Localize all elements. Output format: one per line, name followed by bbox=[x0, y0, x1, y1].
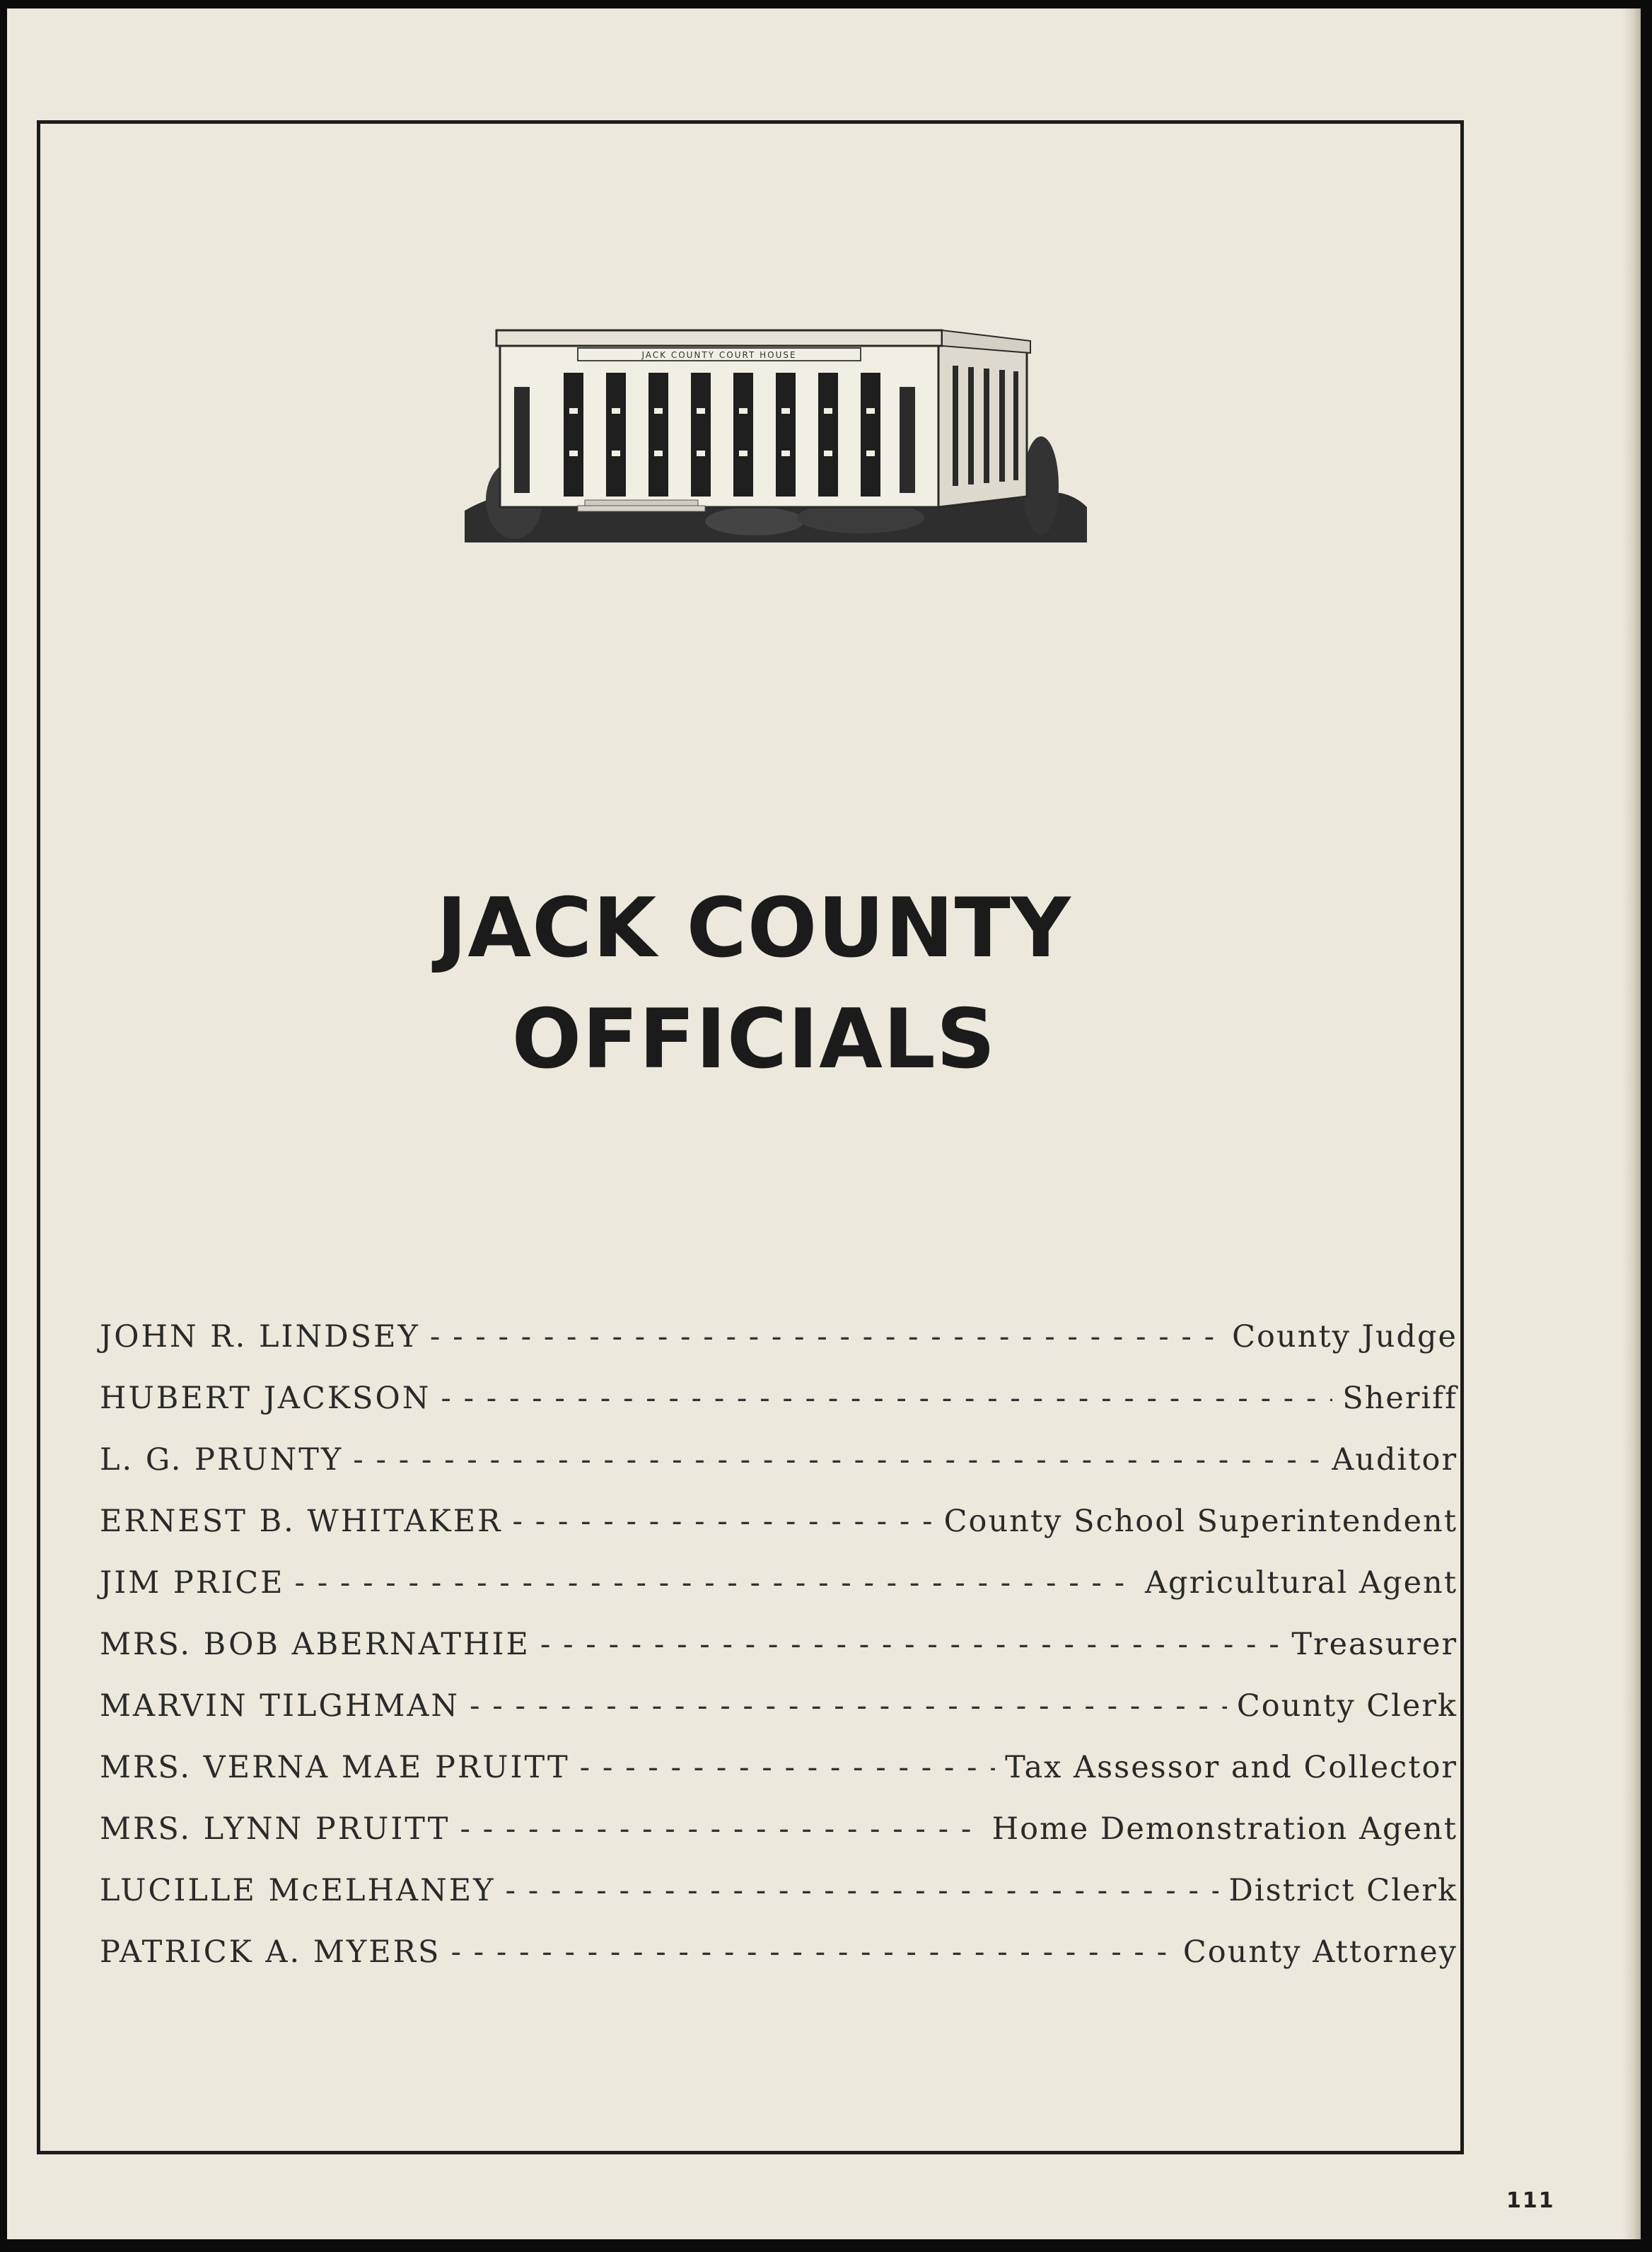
official-office: Sheriff bbox=[1342, 1381, 1458, 1416]
official-office: Treasurer bbox=[1291, 1627, 1458, 1662]
official-office: Auditor bbox=[1332, 1442, 1458, 1478]
official-row bbox=[100, 1381, 1458, 1442]
official-name: MRS. BOB ABERNATHIE bbox=[100, 1627, 530, 1662]
official-name: MARVIN TILGHMAN bbox=[100, 1688, 460, 1724]
official-name: MRS. LYNN PRUITT bbox=[100, 1811, 450, 1847]
official-row bbox=[100, 1873, 1458, 1934]
dotted-leader bbox=[506, 1873, 1219, 1908]
dotted-leader bbox=[460, 1811, 982, 1847]
official-row bbox=[100, 1319, 1458, 1381]
dotted-leader bbox=[353, 1442, 1322, 1478]
courthouse-illustration bbox=[465, 309, 1087, 542]
official-office: County Attorney bbox=[1182, 1934, 1458, 1970]
official-row bbox=[100, 1442, 1458, 1504]
official-name: HUBERT JACKSON bbox=[100, 1381, 431, 1416]
official-row bbox=[100, 1565, 1458, 1627]
content-frame bbox=[37, 120, 1464, 2154]
official-row bbox=[100, 1934, 1458, 1996]
official-name: MRS. VERNA MAE PRUITT bbox=[100, 1750, 570, 1785]
official-office: District Clerk bbox=[1228, 1873, 1458, 1908]
page-title-line-2: OFFICIALS bbox=[511, 992, 996, 1087]
official-row bbox=[100, 1627, 1458, 1688]
courthouse-inscription: JACK COUNTY COURT HOUSE bbox=[641, 350, 797, 360]
officials-list bbox=[100, 1319, 1458, 1996]
official-name: JOHN R. LINDSEY bbox=[100, 1319, 420, 1354]
official-office: Agricultural Agent bbox=[1144, 1565, 1458, 1601]
official-office: Home Demonstration Agent bbox=[991, 1811, 1458, 1847]
dotted-leader bbox=[470, 1688, 1227, 1724]
official-office: Tax Assessor and Collector bbox=[1005, 1750, 1458, 1785]
dotted-leader bbox=[450, 1934, 1173, 1970]
official-name: ERNEST B. WHITAKER bbox=[100, 1504, 503, 1539]
dotted-leader bbox=[295, 1565, 1135, 1601]
official-name: PATRICK A. MYERS bbox=[100, 1934, 441, 1970]
page-gutter-shadow bbox=[1622, 8, 1641, 2239]
official-name: JIM PRICE bbox=[100, 1565, 285, 1601]
page-number: 111 bbox=[1506, 2188, 1555, 2213]
dotted-leader bbox=[512, 1504, 933, 1539]
official-office: County Judge bbox=[1232, 1319, 1458, 1354]
yearbook-page bbox=[7, 8, 1641, 2239]
official-row bbox=[100, 1504, 1458, 1565]
official-row bbox=[100, 1688, 1458, 1750]
page-title-line-1: JACK COUNTY bbox=[436, 881, 1071, 976]
dotted-leader bbox=[430, 1319, 1222, 1354]
official-office: County Clerk bbox=[1236, 1688, 1458, 1724]
official-name: L. G. PRUNTY bbox=[100, 1442, 344, 1478]
official-row bbox=[100, 1811, 1458, 1873]
dotted-leader bbox=[540, 1627, 1281, 1662]
official-office: County School Superintendent bbox=[943, 1504, 1458, 1539]
dotted-leader bbox=[441, 1381, 1332, 1416]
official-row bbox=[100, 1750, 1458, 1811]
dotted-leader bbox=[580, 1750, 995, 1785]
official-name: LUCILLE McELHANEY bbox=[100, 1873, 496, 1908]
